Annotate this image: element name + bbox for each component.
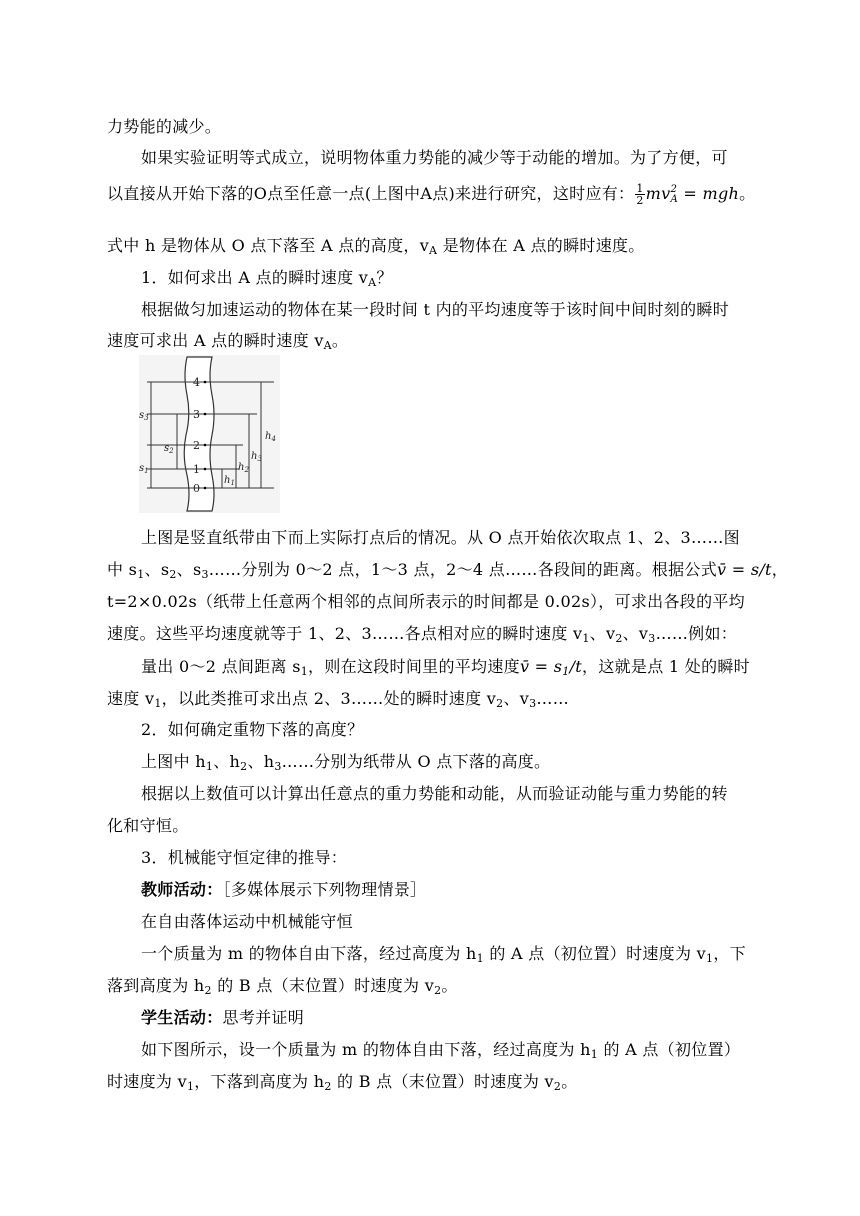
paragraph-line: 在自由落体运动中机械能守恒 <box>141 912 353 931</box>
paragraph-line: 如下图所示，设一个质量为 m 的物体自由下落，经过高度为 $h_1$ 的 A 点（初位置） <box>141 1040 741 1061</box>
point-label: 0 <box>193 482 200 495</box>
point-label: 4 <box>193 376 200 389</box>
paragraph-line: 中 $s_1$、$s_2$、$s_3\dots\dots$分别为 0～2 点，1～3 点，2～4 点……各段间的距离。根据公式v̄ = s/t， <box>107 560 789 581</box>
paragraph-line: 力势能的减少。 <box>107 117 222 136</box>
ticker-tape-figure <box>139 355 280 513</box>
paragraph-line: 式中 h 是物体从 O 点下落至 A 点的高度，$v_A$ 是物体在 A 点的瞬时速度。 <box>107 236 645 257</box>
paragraph-line: 一个质量为 m 的物体自由下落，经过高度为 $h_1$ 的 A 点（初位置）时速度为 $v_1$，下 <box>141 944 746 965</box>
section-heading: 1．如何求出 A 点的瞬时速度 $v_A$？ <box>141 268 393 289</box>
svg-text:s2: $s_2$ <box>164 443 174 455</box>
paragraph-line: 上图是竖直纸带由下而上实际打点后的情况。从 O 点开始依次取点 1、2、3……图 <box>141 528 740 547</box>
section-heading: 2．如何确定重物下落的高度？ <box>141 720 364 739</box>
paragraph-line: 量出 0～2 点间距离 $s_1$，则在这段时间里的平均速度v̄ = $s_1/t$，这就是点 1 处的瞬时 <box>141 657 750 678</box>
paragraph-line: 根据做匀加速运动的物体在某一段时间 t 内的平均速度等于该时间中间时刻的瞬时 <box>141 300 730 319</box>
paragraph-line: 根据以上数值可以计算出任意点的重力势能和动能，从而验证动能与重力势能的转 <box>141 784 728 803</box>
svg-text:h3: $h_3$ <box>251 451 262 463</box>
paragraph-line: 速度。这些平均速度就等于 1、2、3……各点相对应的瞬时速度 $v_1$、$v_2$、$v_3\dots\dots$例如： <box>107 624 738 645</box>
paragraph-line: 速度 $v_1$，以此类推可求出点 2、3……处的瞬时速度 $v_2$、$v_3\dots\dots$ <box>107 689 569 710</box>
equation: mv 2 A = mgh <box>645 183 740 205</box>
paragraph-line: 上图中 $h_1$、$h_2$、$h_3\dots\dots$分别为纸带从 O 点下落的高度。 <box>141 752 551 773</box>
paragraph-line: 落到高度为 $h_2$ 的 B 点（末位置）时速度为 $v_2$。 <box>107 976 458 997</box>
paragraph-line: 学生活动：思考并证明 <box>141 1008 305 1027</box>
point-label: 1 <box>193 463 200 476</box>
fraction: $\frac{1}{2}$ <box>636 182 644 207</box>
svg-text:h4: $h_4$ <box>265 431 276 443</box>
svg-text:h2: $h_2$ <box>238 462 249 474</box>
paragraph-line: 教师活动：［多媒体展示下列物理情景］ <box>141 880 427 899</box>
section-heading: 3．机械能守恒定律的推导： <box>141 848 348 867</box>
paragraph-line: 以直接从开始下落的O点至任意一点(上图中A点)来进行研究，这时应有： $\frac{1}{2}$ mv 2 A = mgh。 <box>107 182 756 207</box>
point-label: 3 <box>193 408 200 421</box>
svg-text:s1: $s_1$ <box>139 463 149 475</box>
svg-text:s3: $s_3$ <box>139 410 149 422</box>
paragraph-line: 速度可求出 A 点的瞬时速度 $v_A$。 <box>107 331 349 352</box>
paragraph-line: t=2×0.02s（纸带上任意两个相邻的点间所表示的时间都是 0.02s），可求出各段的平均 <box>107 592 745 611</box>
paragraph-line: 化和守恒。 <box>107 816 189 835</box>
svg-text:h1: $h_1$ <box>224 475 235 487</box>
paragraph-line: 时速度为 $v_1$，下落到高度为 $h_2$ 的 B 点（末位置）时速度为 $v_2$。 <box>107 1072 578 1093</box>
paragraph-line: 如果实验证明等式成立，说明物体重力势能的减少等于动能的增加。为了方便，可 <box>141 148 728 167</box>
point-label: 2 <box>193 439 200 452</box>
